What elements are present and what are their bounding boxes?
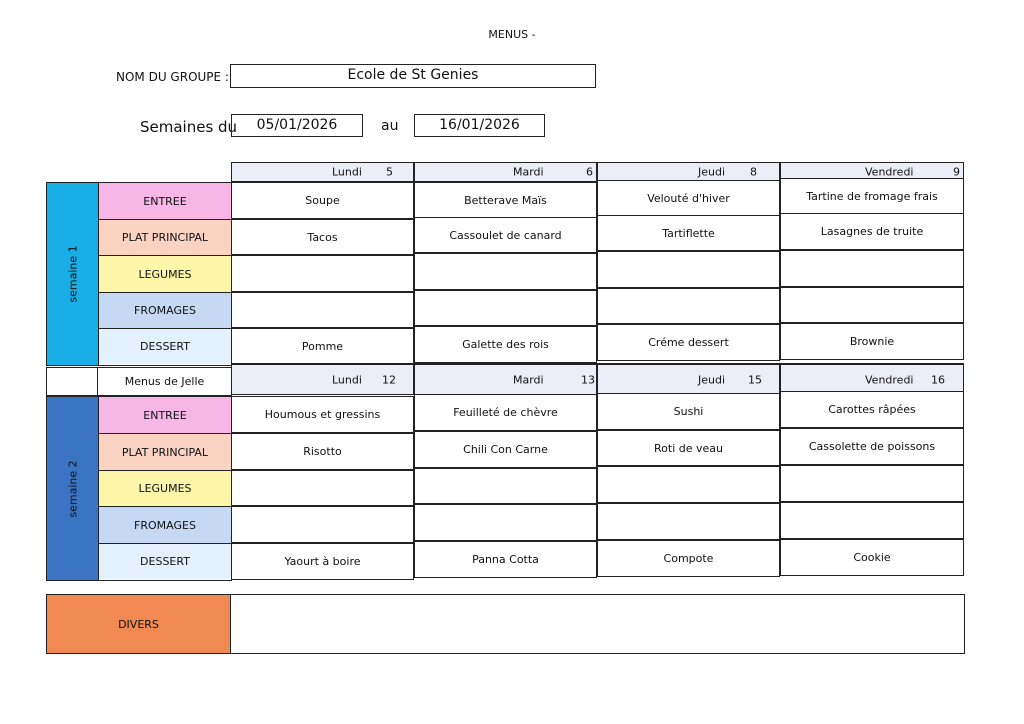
divers-field[interactable] (231, 594, 965, 654)
menu-cell[interactable] (231, 470, 414, 506)
day-name: Lundi (332, 165, 362, 179)
menu-cell[interactable]: Compote (597, 540, 780, 577)
row-label-fromages: FROMAGES (99, 293, 232, 329)
menu-cell[interactable]: Tartiflette (597, 215, 780, 251)
menu-cell[interactable] (414, 468, 597, 504)
menu-cell[interactable]: Betterave Maïs (414, 182, 597, 219)
day-number: 5 (386, 165, 393, 179)
day-number: 15 (748, 373, 762, 386)
menu-cell[interactable]: Tartine de fromage frais (780, 178, 964, 215)
menu-cell[interactable]: Pomme (231, 328, 414, 365)
day-number: 6 (586, 165, 593, 179)
divers-label: DIVERS (46, 594, 231, 654)
day-number: 13 (581, 373, 595, 386)
row-label-legumes: LEGUMES (99, 256, 232, 293)
day-header-cell (414, 363, 597, 395)
menu-cell[interactable] (597, 503, 780, 540)
menu-cell[interactable]: Panna Cotta (414, 541, 597, 578)
menu-cell[interactable] (597, 288, 780, 324)
row-label-entree: ENTREE (99, 397, 232, 434)
menu-cell[interactable]: Feuilleté de chèvre (414, 394, 597, 431)
row-label-plat: PLAT PRINCIPAL (99, 434, 232, 471)
week2-label-block (46, 396, 232, 581)
menu-cell[interactable] (597, 466, 780, 503)
day-name: Vendredi (865, 373, 914, 386)
menu-cell[interactable] (414, 290, 597, 326)
row-label-entree: ENTREE (99, 183, 232, 220)
day-number: 8 (750, 165, 757, 179)
day-name: Vendredi (865, 165, 914, 179)
group-label: NOM DU GROUPE : (116, 70, 229, 84)
day-header-cell (597, 363, 780, 395)
day-header-cell (231, 162, 414, 182)
group-name-field[interactable]: Ecole de St Genies (230, 64, 596, 88)
week2-tag (47, 397, 99, 580)
menu-cell[interactable]: Lasagnes de truite (780, 213, 964, 250)
day-name: Mardi (513, 373, 544, 386)
menu-cell[interactable]: Houmous et gressins (231, 396, 414, 433)
separator-name: Menus de Jelle (97, 367, 232, 396)
menu-cell[interactable]: Sushi (597, 393, 780, 430)
menu-cell[interactable] (780, 465, 964, 502)
day-number: 12 (382, 373, 396, 386)
day-header-cell (597, 162, 780, 182)
menu-cell[interactable] (414, 253, 597, 290)
au-label: au (381, 118, 399, 134)
date-from-field[interactable]: 05/01/2026 (231, 114, 363, 137)
day-header-cell (231, 363, 414, 395)
menu-cell[interactable] (780, 250, 964, 287)
menu-cell[interactable]: Roti de veau (597, 430, 780, 466)
menu-cell[interactable]: Créme dessert (597, 324, 780, 361)
menu-cell[interactable] (780, 502, 964, 539)
row-label-dessert: DESSERT (99, 329, 232, 364)
menu-cell[interactable]: Velouté d'hiver (597, 180, 780, 217)
menu-cell[interactable] (231, 506, 414, 543)
menu-cell[interactable]: Galette des rois (414, 326, 597, 363)
day-number: 16 (931, 373, 945, 386)
separator-blank (46, 367, 98, 396)
menu-cell[interactable]: Tacos (231, 219, 414, 255)
day-name: Mardi (513, 165, 544, 179)
menu-cell[interactable] (780, 287, 964, 323)
menu-cell[interactable]: Cassoulet de canard (414, 217, 597, 253)
day-name: Jeudi (698, 165, 726, 179)
menu-cell[interactable]: Chili Con Carne (414, 431, 597, 468)
date-to-field[interactable]: 16/01/2026 (414, 114, 545, 137)
menu-cell[interactable]: Cassolette de poissons (780, 428, 964, 465)
day-name: Jeudi (698, 373, 726, 386)
menu-cell[interactable] (231, 292, 414, 328)
menu-cell[interactable]: Risotto (231, 433, 414, 470)
row-label-dessert: DESSERT (99, 544, 232, 579)
menu-cell[interactable]: Yaourt à boire (231, 543, 414, 580)
menu-cell[interactable]: Soupe (231, 182, 414, 219)
row-label-plat: PLAT PRINCIPAL (99, 220, 232, 256)
week2-tag-text: semaine 2 (66, 459, 79, 518)
week1-tag-text: semaine 1 (66, 245, 79, 303)
day-header-cell (414, 162, 597, 182)
menu-cell[interactable]: Brownie (780, 323, 964, 360)
row-label-legumes: LEGUMES (99, 471, 232, 507)
menu-cell[interactable] (231, 255, 414, 292)
row-label-fromages: FROMAGES (99, 507, 232, 544)
menu-cell[interactable]: Cookie (780, 539, 964, 576)
weeks-label: Semaines du (140, 118, 238, 136)
week1-label-block (46, 182, 232, 366)
menu-cell[interactable] (597, 251, 780, 288)
menu-cell[interactable] (414, 504, 597, 541)
menu-cell[interactable]: Carottes râpées (780, 391, 964, 428)
page-title: MENUS - (488, 28, 536, 41)
day-number: 9 (953, 165, 960, 179)
day-name: Lundi (332, 373, 362, 386)
week1-tag (47, 183, 99, 365)
